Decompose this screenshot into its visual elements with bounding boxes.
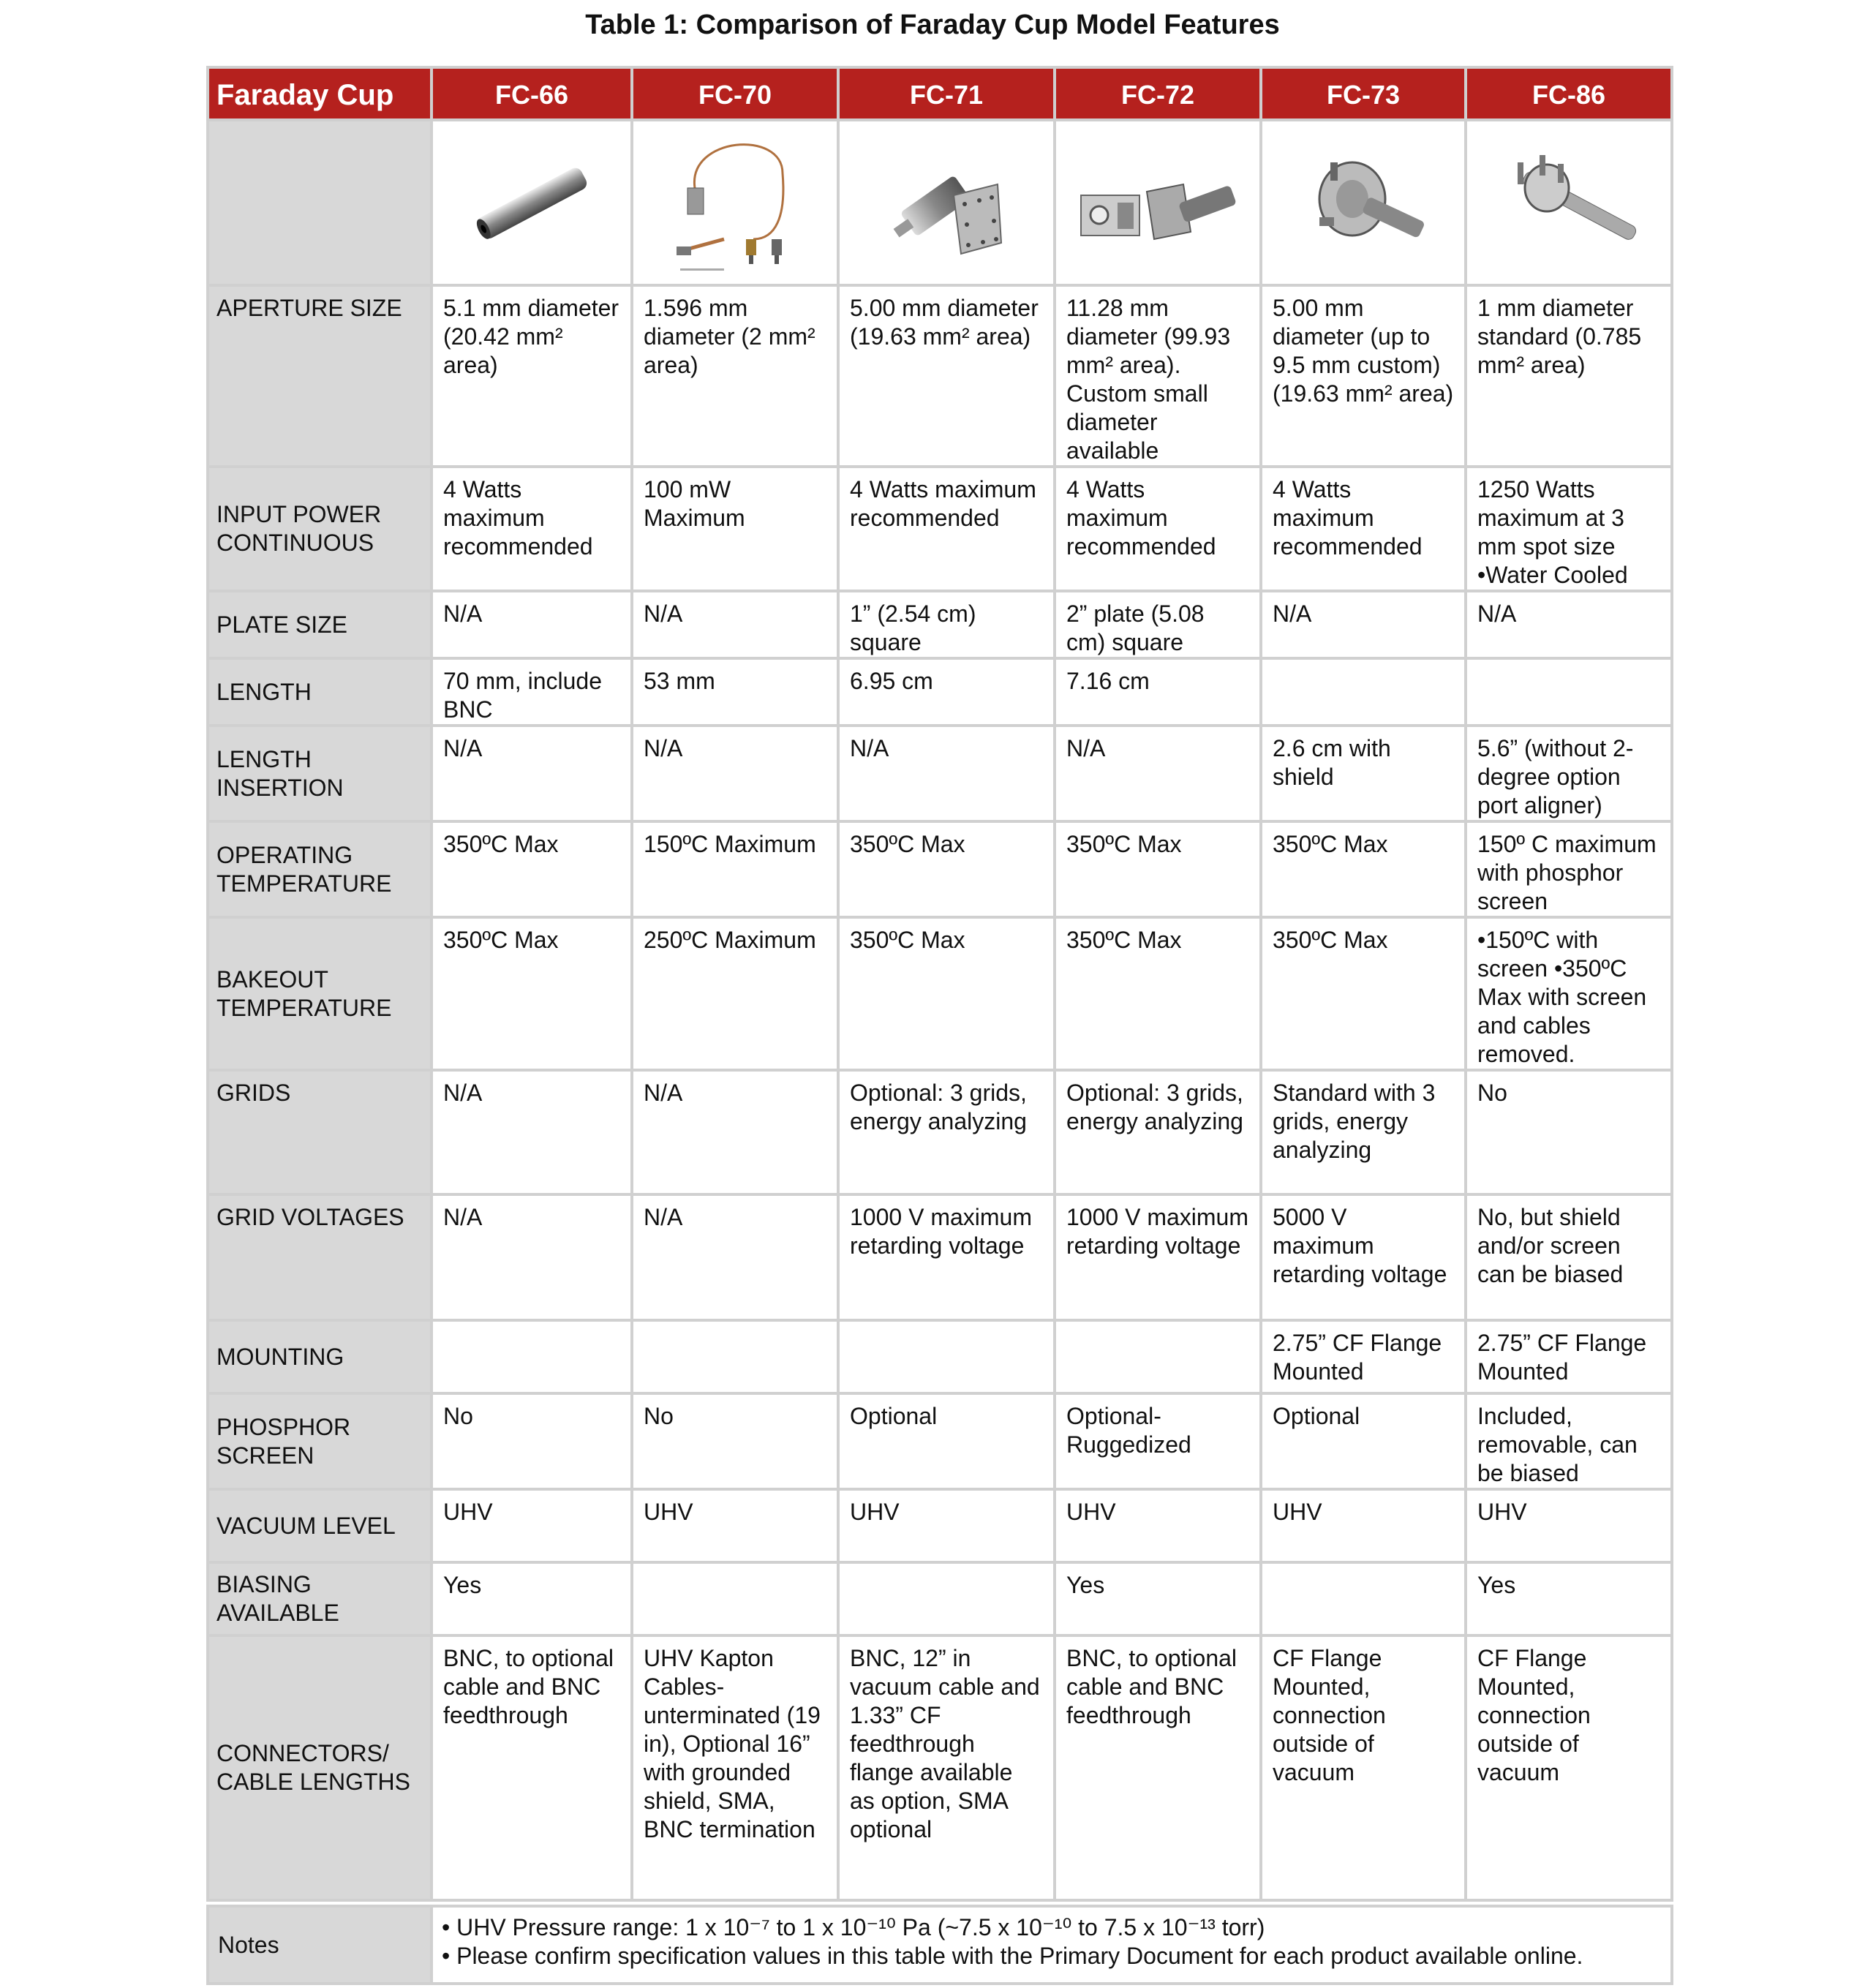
header-fc-72: FC-72 <box>1055 67 1261 120</box>
table-cell: 1000 V maximum retarding voltage <box>838 1194 1055 1320</box>
table-cell: 350ºC Max <box>1055 917 1261 1070</box>
table-cell <box>1261 658 1466 726</box>
table-cell: UHV <box>1466 1489 1672 1562</box>
table-row <box>208 658 1672 726</box>
table-cell: No <box>432 1393 632 1489</box>
fc-86-image <box>1466 120 1672 285</box>
fc-70-image <box>632 120 838 285</box>
table-cell: 350ºC Max <box>838 821 1055 917</box>
table-cell: Optional <box>1261 1393 1466 1489</box>
notes-label: Notes <box>208 1906 432 1984</box>
row-label: GRIDS <box>208 1070 432 1194</box>
notes-table <box>206 1905 1673 1985</box>
row-label: OPERATING TEMPERATURE <box>208 821 432 917</box>
table-cell: 1.596 mm diameter (2 mm² area) <box>632 285 838 467</box>
table-cell: 4 Watts maximum recommended <box>1261 467 1466 591</box>
fc-72-image <box>1055 120 1261 285</box>
table-cell: Standard with 3 grids, energy analyzing <box>1261 1070 1466 1194</box>
table-cell: 11.28 mm diameter (99.93 mm² area). Custom small diameter available <box>1055 285 1261 467</box>
table-cell: N/A <box>1466 591 1672 658</box>
table-title: Table 1: Comparison of Faraday Cup Model Features <box>585 10 1280 40</box>
table-cell: Optional: 3 grids, energy analyzing <box>838 1070 1055 1194</box>
table-row <box>208 917 1672 1070</box>
header-fc-73: FC-73 <box>1261 67 1466 120</box>
table-cell: 2.75” CF Flange Mounted <box>1466 1320 1672 1393</box>
table-cell: 350ºC Max <box>1261 917 1466 1070</box>
notes-content <box>432 1906 1672 1984</box>
table-cell: N/A <box>432 726 632 821</box>
table-cell: 350ºC Max <box>1261 821 1466 917</box>
row-label: LENGTH INSERTION <box>208 726 432 821</box>
table-cell: Optional: 3 grids, energy analyzing <box>1055 1070 1261 1194</box>
table-row <box>208 726 1672 821</box>
header-fc-70: FC-70 <box>632 67 838 120</box>
row-label: GRID VOLTAGES <box>208 1194 432 1320</box>
header-fc-71: FC-71 <box>838 67 1055 120</box>
row-label: APERTURE SIZE <box>208 285 432 467</box>
table-cell: 5.6” (without 2-degree option port aligner) <box>1466 726 1672 821</box>
table-cell: No <box>632 1393 838 1489</box>
table-cell: UHV <box>1055 1489 1261 1562</box>
table-cell: N/A <box>632 1070 838 1194</box>
table-cell: Optional-Ruggedized <box>1055 1393 1261 1489</box>
row-label: MOUNTING <box>208 1320 432 1393</box>
table-cell: BNC, 12” in vacuum cable and 1.33” CF feedthrough flange available as option, SMA optional <box>838 1635 1055 1900</box>
table-cell: Included, removable, can be biased <box>1466 1393 1672 1489</box>
note-pressure-range: • UHV Pressure range: 1 x 10⁻⁷ to 1 x 10⁻¹⁰ Pa (~7.5 x 10⁻¹⁰ to 7.5 x 10⁻¹³ torr) <box>442 1914 1265 1940</box>
table-row <box>208 591 1672 658</box>
table-cell: No, but shield and/or screen can be biased <box>1466 1194 1672 1320</box>
table-cell: 4 Watts maximum recommended <box>1055 467 1261 591</box>
table-cell <box>432 1320 632 1393</box>
row-label: PHOSPHOR SCREEN <box>208 1393 432 1489</box>
header-fc-66: FC-66 <box>432 67 632 120</box>
table-cell: 150º C maximum with phosphor screen <box>1466 821 1672 917</box>
table-cell: N/A <box>632 726 838 821</box>
table-cell: N/A <box>432 591 632 658</box>
table-cell <box>1055 1320 1261 1393</box>
row-label: INPUT POWER CONTINUOUS <box>208 467 432 591</box>
table-cell: N/A <box>632 591 838 658</box>
table-row <box>208 1194 1672 1320</box>
table-cell: 6.95 cm <box>838 658 1055 726</box>
table-cell: 350ºC Max <box>432 917 632 1070</box>
row-label: BIASING AVAILABLE <box>208 1562 432 1635</box>
table-cell: Yes <box>432 1562 632 1635</box>
row-label: LENGTH <box>208 658 432 726</box>
table-cell: Yes <box>1466 1562 1672 1635</box>
table-cell: Optional <box>838 1393 1055 1489</box>
table-cell: 5.00 mm diameter (up to 9.5 mm custom) (19.63 mm² area) <box>1261 285 1466 467</box>
table-cell: 4 Watts maximum recommended <box>432 467 632 591</box>
product-image-row <box>208 120 1672 285</box>
table-cell <box>632 1562 838 1635</box>
table-cell: UHV <box>632 1489 838 1562</box>
table-cell <box>1261 1562 1466 1635</box>
table-cell: 350ºC Max <box>432 821 632 917</box>
table-cell: 7.16 cm <box>1055 658 1261 726</box>
table-cell: 350ºC Max <box>1055 821 1261 917</box>
row-label: PLATE SIZE <box>208 591 432 658</box>
table-cell: BNC, to optional cable and BNC feedthrough <box>1055 1635 1261 1900</box>
table-cell: CF Flange Mounted, connection outside of vacuum <box>1466 1635 1672 1900</box>
table-cell <box>838 1562 1055 1635</box>
table-cell: UHV <box>838 1489 1055 1562</box>
table-cell: No <box>1466 1070 1672 1194</box>
header-faraday-cup: Faraday Cup <box>208 67 432 120</box>
table-cell: CF Flange Mounted, connection outside of vacuum <box>1261 1635 1466 1900</box>
table-cell: 2.6 cm with shield <box>1261 726 1466 821</box>
comparison-table <box>206 66 1673 1902</box>
table-cell: BNC, to optional cable and BNC feedthrough <box>432 1635 632 1900</box>
table-cell: 1 mm diameter standard (0.785 mm² area) <box>1466 285 1672 467</box>
table-cell: UHV <box>1261 1489 1466 1562</box>
table-cell: N/A <box>1261 591 1466 658</box>
table-cell: 100 mW Maximum <box>632 467 838 591</box>
table-cell: N/A <box>632 1194 838 1320</box>
image-row-label <box>208 120 432 285</box>
table-cell: UHV Kapton Cables-unterminated (19 in), Optional 16” with grounded shield, SMA, BNC termination <box>632 1635 838 1900</box>
table-cell: N/A <box>838 726 1055 821</box>
table-cell: 2” plate (5.08 cm) square <box>1055 591 1261 658</box>
table-cell: 5.00 mm diameter (19.63 mm² area) <box>838 285 1055 467</box>
row-label: CONNECTORS/ CABLE LENGTHS <box>208 1635 432 1900</box>
fc-66-image <box>432 120 632 285</box>
table-row <box>208 1489 1672 1562</box>
table-cell: 70 mm, include BNC <box>432 658 632 726</box>
table-cell: 1” (2.54 cm) square <box>838 591 1055 658</box>
table-row <box>208 1070 1672 1194</box>
table-row <box>208 1562 1672 1635</box>
table-row <box>208 285 1672 467</box>
table-cell: N/A <box>432 1070 632 1194</box>
table-row <box>208 467 1672 591</box>
table-row <box>208 821 1672 917</box>
table-cell: 5.1 mm diameter (20.42 mm² area) <box>432 285 632 467</box>
row-label: VACUUM LEVEL <box>208 1489 432 1562</box>
table-cell: UHV <box>432 1489 632 1562</box>
table-row <box>208 1320 1672 1393</box>
fc-73-image <box>1261 120 1466 285</box>
table-cell: N/A <box>1055 726 1261 821</box>
table-cell: 4 Watts maximum recommended <box>838 467 1055 591</box>
table-cell: 53 mm <box>632 658 838 726</box>
table-cell: 2.75” CF Flange Mounted <box>1261 1320 1466 1393</box>
table-cell: 1000 V maximum retarding voltage <box>1055 1194 1261 1320</box>
table-cell: •150ºC with screen •350ºC Max with screen and cables removed. <box>1466 917 1672 1070</box>
header-row <box>208 67 1672 120</box>
table-cell <box>838 1320 1055 1393</box>
table-cell: 250ºC Maximum <box>632 917 838 1070</box>
table-cell <box>632 1320 838 1393</box>
row-label: BAKEOUT TEMPERATURE <box>208 917 432 1070</box>
fc-71-image <box>838 120 1055 285</box>
table-cell: 350ºC Max <box>838 917 1055 1070</box>
table-cell: Yes <box>1055 1562 1261 1635</box>
table-cell: N/A <box>432 1194 632 1320</box>
note-confirm-specs: • Please confirm specification values in this table with the Primary Document for each product available online. <box>442 1943 1583 1969</box>
header-fc-86: FC-86 <box>1466 67 1672 120</box>
table-cell <box>1466 658 1672 726</box>
table-cell: 5000 V maximum retarding voltage <box>1261 1194 1466 1320</box>
table-row <box>208 1635 1672 1900</box>
table-row <box>208 1393 1672 1489</box>
table-cell: 150ºC Maximum <box>632 821 838 917</box>
table-cell: 1250 Watts maximum at 3 mm spot size •Water Cooled <box>1466 467 1672 591</box>
